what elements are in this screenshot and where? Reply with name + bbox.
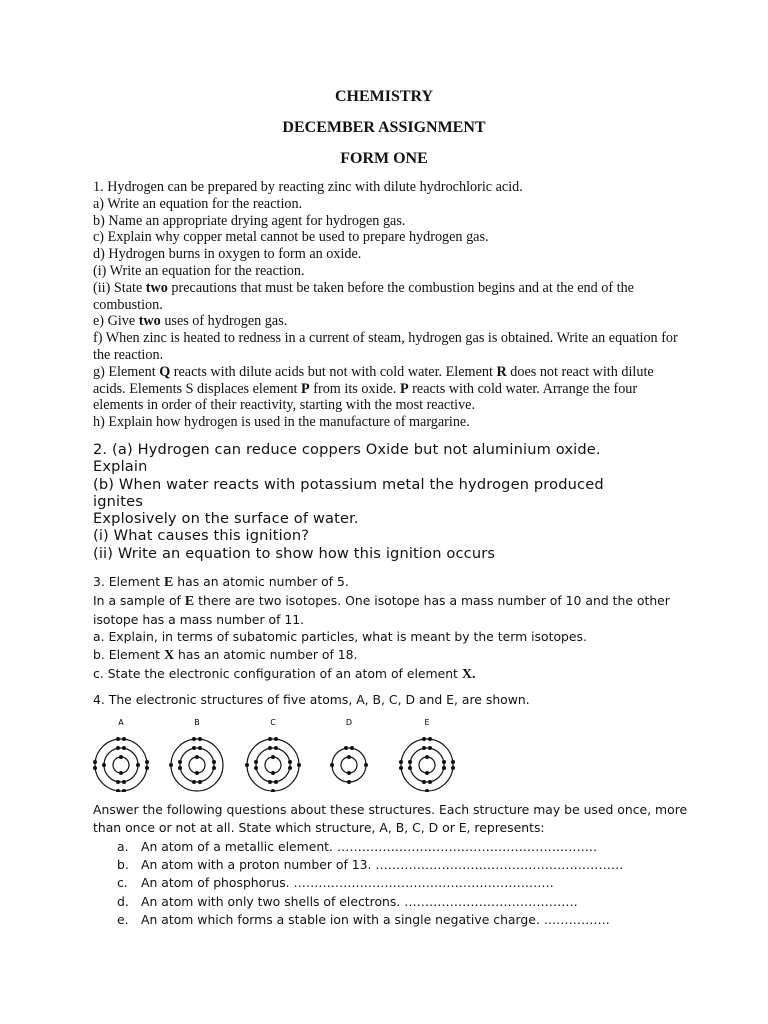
q4-option — [117, 911, 623, 929]
q1-line: d) Hydrogen burns in oxygen to form an oxide. — [93, 246, 362, 263]
q1-f: f) When zinc is heated to redness in a current of steam, hydrogen gas is obtained. Write an equation for the reaction. — [93, 330, 678, 363]
option-letter: a. — [117, 839, 129, 854]
q4-answer-text: Answer the following questions about these structures. Each structure may be used once, more than once or not at all. State which structure, A, B, C, D or E, represents: — [93, 802, 688, 835]
q1-e: e) Give two uses of hydrogen gas. — [93, 313, 288, 330]
subject-heading: CHEMISTRY — [334, 88, 434, 105]
atom-d — [330, 746, 368, 784]
q1-h: h) Explain how hydrogen is used in the manufacture of margarine. — [93, 414, 470, 431]
atom-structures-diagram — [93, 714, 463, 792]
q4-intro: 4. The electronic structures of five atoms, A, B, C, D and E, are shown. — [93, 692, 530, 707]
atom-e — [399, 737, 455, 792]
form-heading: FORM ONE — [340, 150, 428, 167]
q2-line: ignites — [93, 492, 143, 510]
q4-option — [117, 874, 623, 892]
option-text: An atom of phosphorus. — [141, 875, 290, 891]
q3-line-a: a. Explain, in terms of subatomic particles, what is meant by the term isotopes. — [93, 629, 587, 645]
option-text: An atom with only two shells of electrons. — [141, 893, 401, 909]
option-letter: b. — [117, 857, 129, 873]
q2-line: 2. (a) Hydrogen can reduce coppers Oxide but not aluminium oxide. — [93, 441, 601, 458]
q1-ii: (ii) State two precautions that must be taken before the combustion begins and at the end of the combustion. — [93, 279, 634, 313]
answer-blank: ……………………………………………………… — [293, 875, 554, 891]
question-3 — [93, 573, 693, 684]
atom-a — [93, 737, 149, 792]
q2-line: (b) When water reacts with potassium metal the hydrogen produced — [93, 475, 604, 493]
q1-g: g) Element Q reacts with dilute acids but not with cold water. Element R does not react with dilute acids. Elements S displaces element P from its oxide. P reacts with cold water. Arrange the four elements in order of their reactivity, starting with the most reactive. — [93, 363, 654, 414]
atom-label-b: B — [194, 718, 200, 727]
q4-options-list — [117, 838, 623, 929]
answer-blank: ……………. — [543, 911, 610, 927]
answer-blank: …………………………………… — [404, 893, 578, 909]
q1-line: b) Name an appropriate drying agent for hydrogen gas. — [93, 212, 406, 229]
option-text: An atom which forms a stable ion with a single negative charge. — [141, 911, 540, 927]
q2-line: (ii) Write an equation to show how this ignition occurs — [93, 544, 496, 562]
q1-line: a) Write an equation for the reaction. — [93, 195, 303, 212]
q4-option — [117, 838, 623, 856]
atom-label-c: C — [270, 718, 276, 727]
option-letter: d. — [117, 893, 129, 909]
q4-answer-instructions — [93, 801, 693, 837]
atom-c — [245, 737, 301, 792]
q3-line-1: 3. Element E has an atomic number of 5. — [93, 574, 349, 590]
q3-line-b: b. Element X has an atomic number of 18. — [93, 647, 358, 664]
atom-label-d: D — [345, 718, 353, 727]
q2-line: Explain — [93, 458, 148, 476]
q1-line: (i) Write an equation for the reaction. — [93, 262, 305, 279]
question-1 — [93, 179, 683, 431]
q4-option — [117, 856, 623, 874]
question-2 — [93, 441, 693, 562]
atom-label-e: E — [424, 718, 430, 727]
q1-line: c) Explain why copper metal cannot be used to prepare hydrogen gas. — [93, 229, 489, 246]
answer-blank: …………………………………………………… — [375, 857, 624, 873]
q4-option — [117, 893, 623, 911]
q2-line: Explosively on the surface of water. — [93, 510, 359, 528]
q3-line-c: c. State the electronic configuration of an atom of element X. — [93, 665, 476, 682]
option-letter: e. — [117, 911, 129, 927]
atom-b — [169, 737, 223, 791]
q1-line: 1. Hydrogen can be prepared by reacting zinc with dilute hydrochloric acid. — [93, 179, 523, 195]
q2-line: (i) What causes this ignition? — [93, 527, 310, 545]
option-text: An atom of a metallic element. — [141, 839, 333, 854]
atom-label-a: A — [118, 718, 124, 727]
assignment-heading: DECEMBER ASSIGNMENT — [282, 119, 486, 136]
option-letter: c. — [117, 875, 128, 891]
option-text: An atom with a proton number of 13. — [141, 857, 372, 873]
q3-line-2: In a sample of E there are two isotopes. One isotope has a mass number of 10 and the other isotope has a mass number of 11. — [93, 592, 670, 627]
answer-blank: ……………………………………………………… — [336, 839, 598, 854]
